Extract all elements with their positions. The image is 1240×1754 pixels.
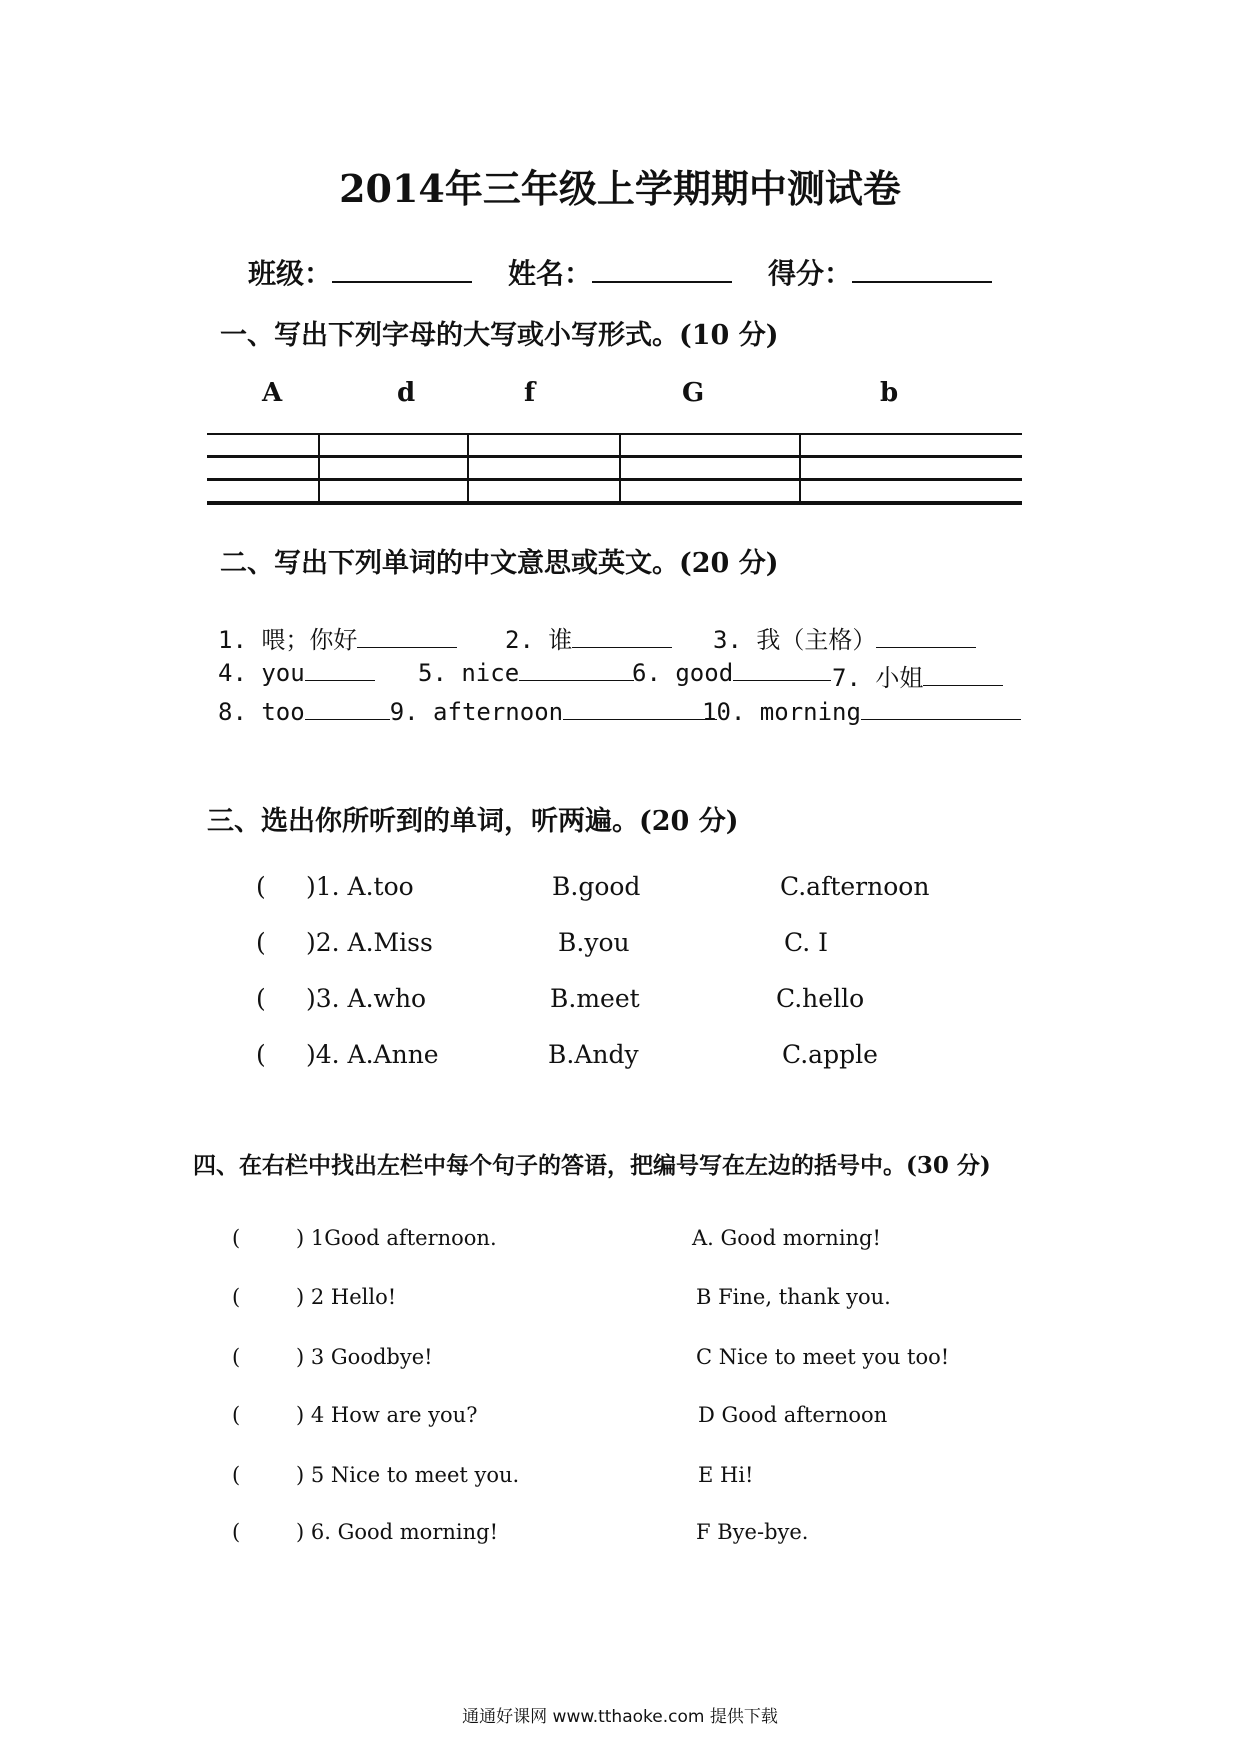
answer-paren[interactable]: ( xyxy=(232,1345,241,1369)
name-blank[interactable] xyxy=(592,255,732,283)
answer-paren[interactable]: ( xyxy=(232,1463,241,1487)
letter-item: f xyxy=(524,378,536,408)
vocab-item: 6. good xyxy=(632,658,831,687)
vocab-item: 1. 喂；你好 xyxy=(218,620,457,655)
name-field[interactable] xyxy=(508,252,732,292)
right-answer: E Hi! xyxy=(698,1463,754,1487)
writing-grid[interactable] xyxy=(207,433,1022,505)
answer-paren[interactable]: ( xyxy=(256,1040,266,1069)
left-sentence: ) 4 How are you? xyxy=(296,1403,478,1427)
score-label: 得分： xyxy=(768,257,853,290)
class-field[interactable] xyxy=(248,252,472,292)
left-sentence: ) 3 Goodbye! xyxy=(296,1345,433,1369)
option-c: C.hello xyxy=(776,984,865,1013)
section1-heading: 一、写出下列字母的大写或小写形式。(10 分) xyxy=(220,320,779,351)
letter-item: A xyxy=(262,378,283,408)
answer-paren[interactable]: ( xyxy=(232,1403,241,1427)
grid-line xyxy=(207,433,1022,435)
right-answer: C Nice to meet you too! xyxy=(696,1345,950,1369)
question-text: )4. A.Anne xyxy=(306,1040,439,1069)
name-label: 姓名： xyxy=(508,257,593,290)
grid-divider xyxy=(619,435,621,505)
vocab-item: 10. morning xyxy=(702,697,1021,726)
answer-paren[interactable]: ( xyxy=(256,872,266,901)
option-c: C. I xyxy=(784,928,829,957)
grid-divider xyxy=(467,435,469,505)
left-sentence: ) 5 Nice to meet you. xyxy=(296,1463,520,1487)
page-title: 2014年三年级上学期期中测试卷 xyxy=(339,166,901,211)
right-answer: B Fine, thank you. xyxy=(696,1285,891,1309)
grid-line xyxy=(207,501,1022,505)
question-text: )3. A.who xyxy=(306,984,427,1013)
class-blank[interactable] xyxy=(332,255,472,283)
right-answer: F Bye-bye. xyxy=(696,1520,809,1544)
answer-paren[interactable]: ( xyxy=(256,928,266,957)
right-answer: D Good afternoon xyxy=(698,1403,888,1427)
footer-credit: 通通好课网 www.tthaoke.com 提供下载 xyxy=(462,1707,778,1727)
letter-item: G xyxy=(682,378,705,408)
option-b: B.meet xyxy=(550,984,640,1013)
vocab-item: 2. 谁 xyxy=(505,620,672,655)
option-b: B.good xyxy=(552,872,641,901)
letter-item: d xyxy=(397,378,416,408)
right-answer: A. Good morning! xyxy=(692,1226,881,1250)
left-sentence: ) 2 Hello! xyxy=(296,1285,397,1309)
option-c: C.apple xyxy=(782,1040,878,1069)
vocab-item: 8. too 9. afternoon xyxy=(218,697,717,726)
left-sentence: ) 6. Good morning! xyxy=(296,1520,499,1544)
vocab-item: 4. you xyxy=(218,658,375,687)
question-text: )1. A.too xyxy=(306,872,414,901)
section2-heading: 二、写出下列单词的中文意思或英文。(20 分) xyxy=(220,548,779,579)
score-field[interactable] xyxy=(768,252,992,292)
answer-paren[interactable]: ( xyxy=(232,1226,241,1250)
answer-paren[interactable]: ( xyxy=(232,1520,241,1544)
score-blank[interactable] xyxy=(852,255,992,283)
grid-line xyxy=(207,478,1022,481)
class-label: 班级： xyxy=(248,257,333,290)
answer-paren[interactable]: ( xyxy=(232,1285,241,1309)
section3-heading: 三、选出你所听到的单词，听两遍。(20 分) xyxy=(207,806,739,837)
grid-divider xyxy=(318,435,320,505)
grid-divider xyxy=(799,435,801,505)
vocab-item: 7. 小姐 xyxy=(832,658,1003,693)
left-sentence: ) 1Good afternoon. xyxy=(296,1226,497,1250)
option-b: B.you xyxy=(558,928,630,957)
vocab-item: 5. nice xyxy=(418,658,634,687)
letter-item: b xyxy=(880,378,899,408)
answer-paren[interactable]: ( xyxy=(256,984,266,1013)
option-c: C.afternoon xyxy=(780,872,930,901)
section4-heading: 四、在右栏中找出左栏中每个句子的答语，把编号写在左边的括号中。(30 分) xyxy=(193,1152,991,1179)
vocab-item: 3. 我（主格） xyxy=(713,620,976,655)
option-b: B.Andy xyxy=(548,1040,639,1069)
question-text: )2. A.Miss xyxy=(306,928,433,957)
grid-line xyxy=(207,455,1022,458)
